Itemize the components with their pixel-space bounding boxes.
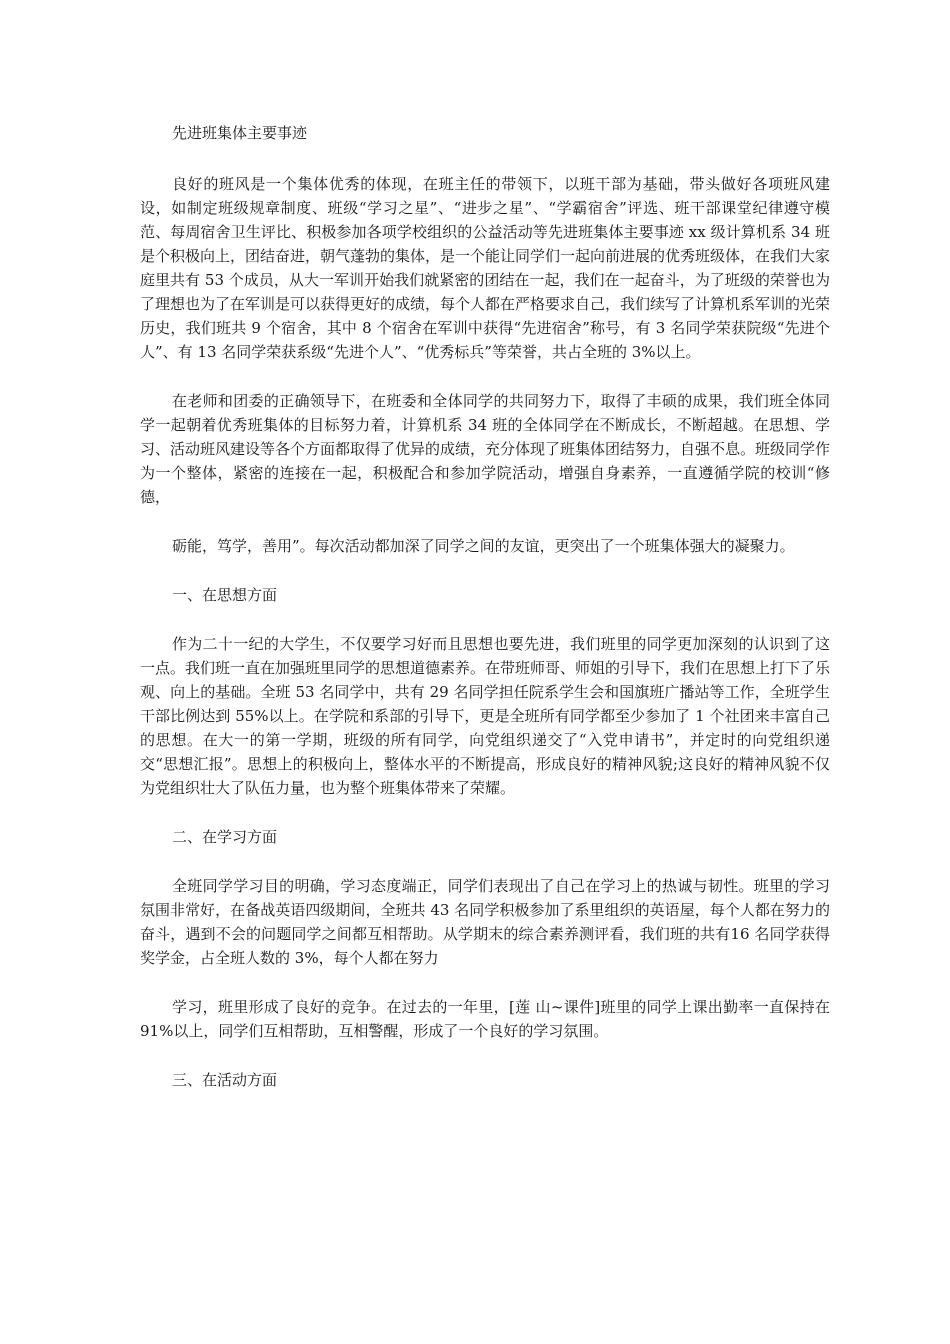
paragraph-class-style: 良好的班风是一个集体优秀的体现，在班主任的带领下，以班干部为基础，带头做好各项班风建设，如制定班级规章制度、班级“学习之星”、“进步之星”、“学霸宿舍”评选、班干部课堂纪律遵守模范、每周宿舍卫生评比、积极参加各项学校组织的公益活动等先进班集体主要事迹 xx 级计算机系 34 班是个积极向上，团结奋进，朝气蓬勃的集体，是一个能让同学们一起向前进展的优秀班级体，在我们大家庭里共有 53 个成员，从大一军训开始我们就紧密的团结在一起，我们在一起奋斗，为了班级的荣誉也为了理想也为了在军训是可以获得更好的成绩，每个人都在严格要求自己，我们续写了计算机系军训的光荣历史，我们班共 9 个宿舍，其中 8 个宿舍在军训中获得“先进宿舍”称号，有 3 名同学荣获院级“先进个人”、有 13 名同学荣获系级“先进个人”、“优秀标兵”等荣誉，共占全班的 3%以上。 [140, 175, 831, 361]
section-heading-thought: 一、在思想方面 [172, 586, 278, 604]
paragraph-thought: 作为二十一纪的大学生，不仅要学习好而且思想也要先进，我们班里的同学更加深刻的认识到了这一点。我们班一直在加强班里同学的思想道德素养。在带班师哥、师姐的引导下，我们在思想上打下了乐观、向上的基础。全班 53 名同学中，共有 29 名同学担任院系学生会和国旗班广播站等工作，全班学生干部比例达到 55%以上。在学院和系部的引导下，更是全班所有同学都至少参加了 1 个社团来丰富自己的思想。在大一的第一学期，班级的所有同学，向党组织递交了“入党申请书”，并定时的向党组织递交“思想汇报”。思想上的积极向上，整体水平的不断提高，形成良好的精神风貌;这良好的精神风貌不仅为党组织壮大了队伍力量，也为整个班集体带来了荣耀。 [140, 635, 831, 797]
paragraph-study: 全班同学学习目的明确，学习态度端正，同学们表现出了自己在学习上的热诚与韧性。班里的学习氛围非常好，在备战英语四级期间，全班共 43 名同学积极参加了系里组织的英语屋，每个人都在努力的奋斗，遇到不会的问题同学之间都互相帮助。从学期末的综合素养测评看，我们班的共有16 名同学获得奖学金，占全班人数的 3%，每个人都在努力 [140, 877, 830, 967]
paragraph-achievements: 在老师和团委的正确领导下，在班委和全体同学的共同努力下，取得了丰硕的成果，我们班全体同学一起朝着优秀班集体的目标努力着，计算机系 34 班的全体同学在不断成长，不断超越。在思想、学习、活动班风建设等各个方面都取得了优异的成绩，充分体现了班集体团结努力，自强不息。班级同学作为一个整体，紧密的连接在一起，积极配合和参加学院活动，增强自身素养，一直遵循学院的校训“修德， [140, 392, 831, 506]
section-heading-study: 二、在学习方面 [172, 828, 278, 846]
paragraph-study-continued: 学习，班里形成了良好的竞争。在过去的一年里，[莲 山~课件]班里的同学上课出勤率一直保持在 91%以上，同学们互相帮助，互相警醒，形成了一个良好的学习氛围。 [140, 998, 830, 1040]
paragraph-cohesion: 砺能，笃学，善用”。每次活动都加深了同学之间的友谊，更突出了一个班集体强大的凝聚力。 [172, 537, 795, 555]
document-body [140, 120, 830, 1117]
document-title: 先进班集体主要事迹 [172, 124, 308, 142]
section-heading-activities: 三、在活动方面 [172, 1071, 278, 1089]
